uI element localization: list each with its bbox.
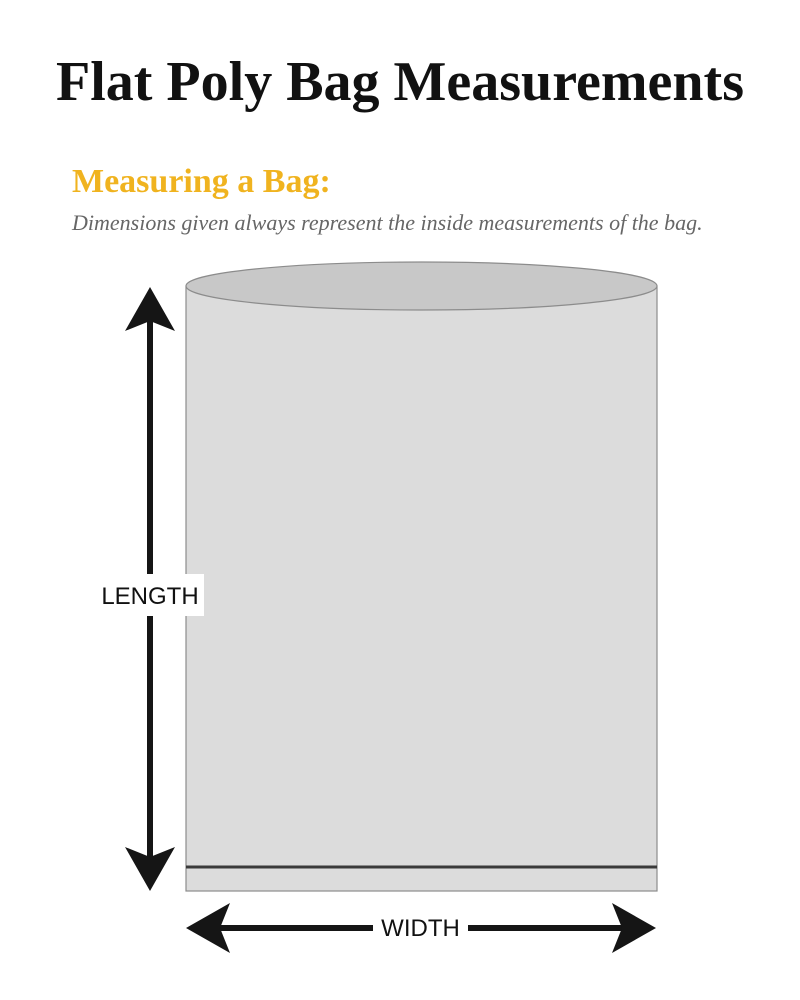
page-title: Flat Poly Bag Measurements bbox=[56, 51, 744, 113]
length-label: LENGTH bbox=[101, 583, 199, 610]
width-label: WIDTH bbox=[381, 915, 460, 942]
bag-body bbox=[186, 286, 657, 891]
bag-illustration bbox=[186, 262, 657, 891]
section-heading: Measuring a Bag: bbox=[72, 163, 331, 200]
section-note: Dimensions given always represent the inside measurements of the bag. bbox=[72, 210, 703, 235]
bag-opening bbox=[186, 262, 657, 310]
